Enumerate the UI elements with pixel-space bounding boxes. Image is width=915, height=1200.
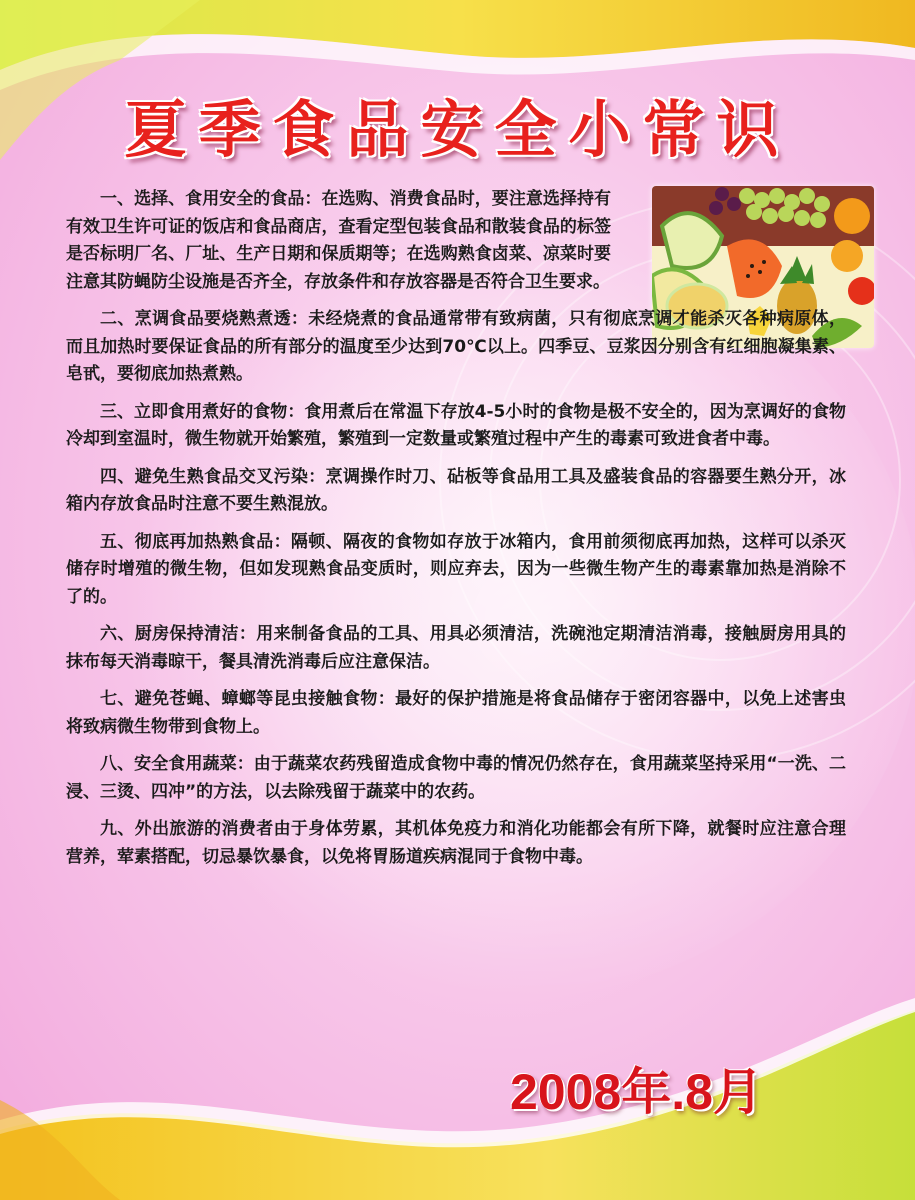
publish-date: 2008年.8月 — [510, 1064, 763, 1120]
paragraph-reheating: 五、彻底再加热熟食品：隔顿、隔夜的食物如存放于冰箱内，食用前须彻底再加热，这样可以杀灭储存时增殖的微生物，但如发现熟食品变质时，则应弃去，因为一些微生物产生的毒素靠加热是消除不了的。 — [66, 531, 846, 607]
paragraph-selection: 一、选择、食用安全的食品：在选购、消费食品时，要注意选择持有有效卫生许可证的饭店和食品商店，查看定型包装食品和散装食品的标签是否标明厂名、厂址、生产日期和保质期等；在选购熟食卤菜、凉菜时要注意其防蝇防尘设施是否齐全，存放条件和存放容器是否符合卫生要求。 — [66, 189, 611, 292]
paragraph-vegetables: 八、安全食用蔬菜：由于蔬菜农药残留造成食物中毒的情况仍然存在，食用蔬菜坚持采用“一洗、二浸、三烫、四冲”的方法，以去除残留于蔬菜中的农药。 — [66, 754, 846, 802]
page-title: 夏季食品安全小常识 — [124, 93, 791, 166]
paragraph-eat-promptly: 三、立即食用煮好的食物：食用煮后在常温下存放4-5小时的食物是极不安全的，因为烹调好的食物冷却到室温时，微生物就开始繁殖，繁殖到一定数量或繁殖过程中产生的毒素可致进食者中毒。 — [66, 401, 846, 449]
paragraph-kitchen-cleaning: 六、厨房保持清洁：用来制备食品的工具、用具必须清洁，洗碗池定期清洁消毒，接触厨房用具的抹布每天消毒晾干，餐具清洗消毒后应注意保洁。 — [66, 624, 846, 672]
paragraph-cooking: 二、烹调食品要烧熟煮透：未经烧煮的食品通常带有致病菌，只有彻底烹调才能杀灭各种病原体，而且加热时要保证食品的所有部分的温度至少达到70℃以上。四季豆、豆浆因分别含有红细胞凝集素、皂甙，要彻底加热煮熟。 — [66, 309, 846, 384]
article-body — [66, 186, 846, 881]
paragraph-insects: 七、避免苍蝇、蟑螂等昆虫接触食物：最好的保护措施是将食品储存于密闭容器中，以免上述害虫将致病微生物带到食物上。 — [66, 689, 846, 737]
paragraph-cross-contamination: 四、避免生熟食品交叉污染：烹调操作时刀、砧板等食品用工具及盛装食品的容器要生熟分开，冰箱内存放食品时注意不要生熟混放。 — [66, 466, 846, 514]
paragraph-travel: 九、外出旅游的消费者由于身体劳累，其机体免疫力和消化功能都会有所下降，就餐时应注意合理营养，荤素搭配，切忌暴饮暴食，以免将胃肠道疾病混同于食物中毒。 — [66, 819, 846, 867]
